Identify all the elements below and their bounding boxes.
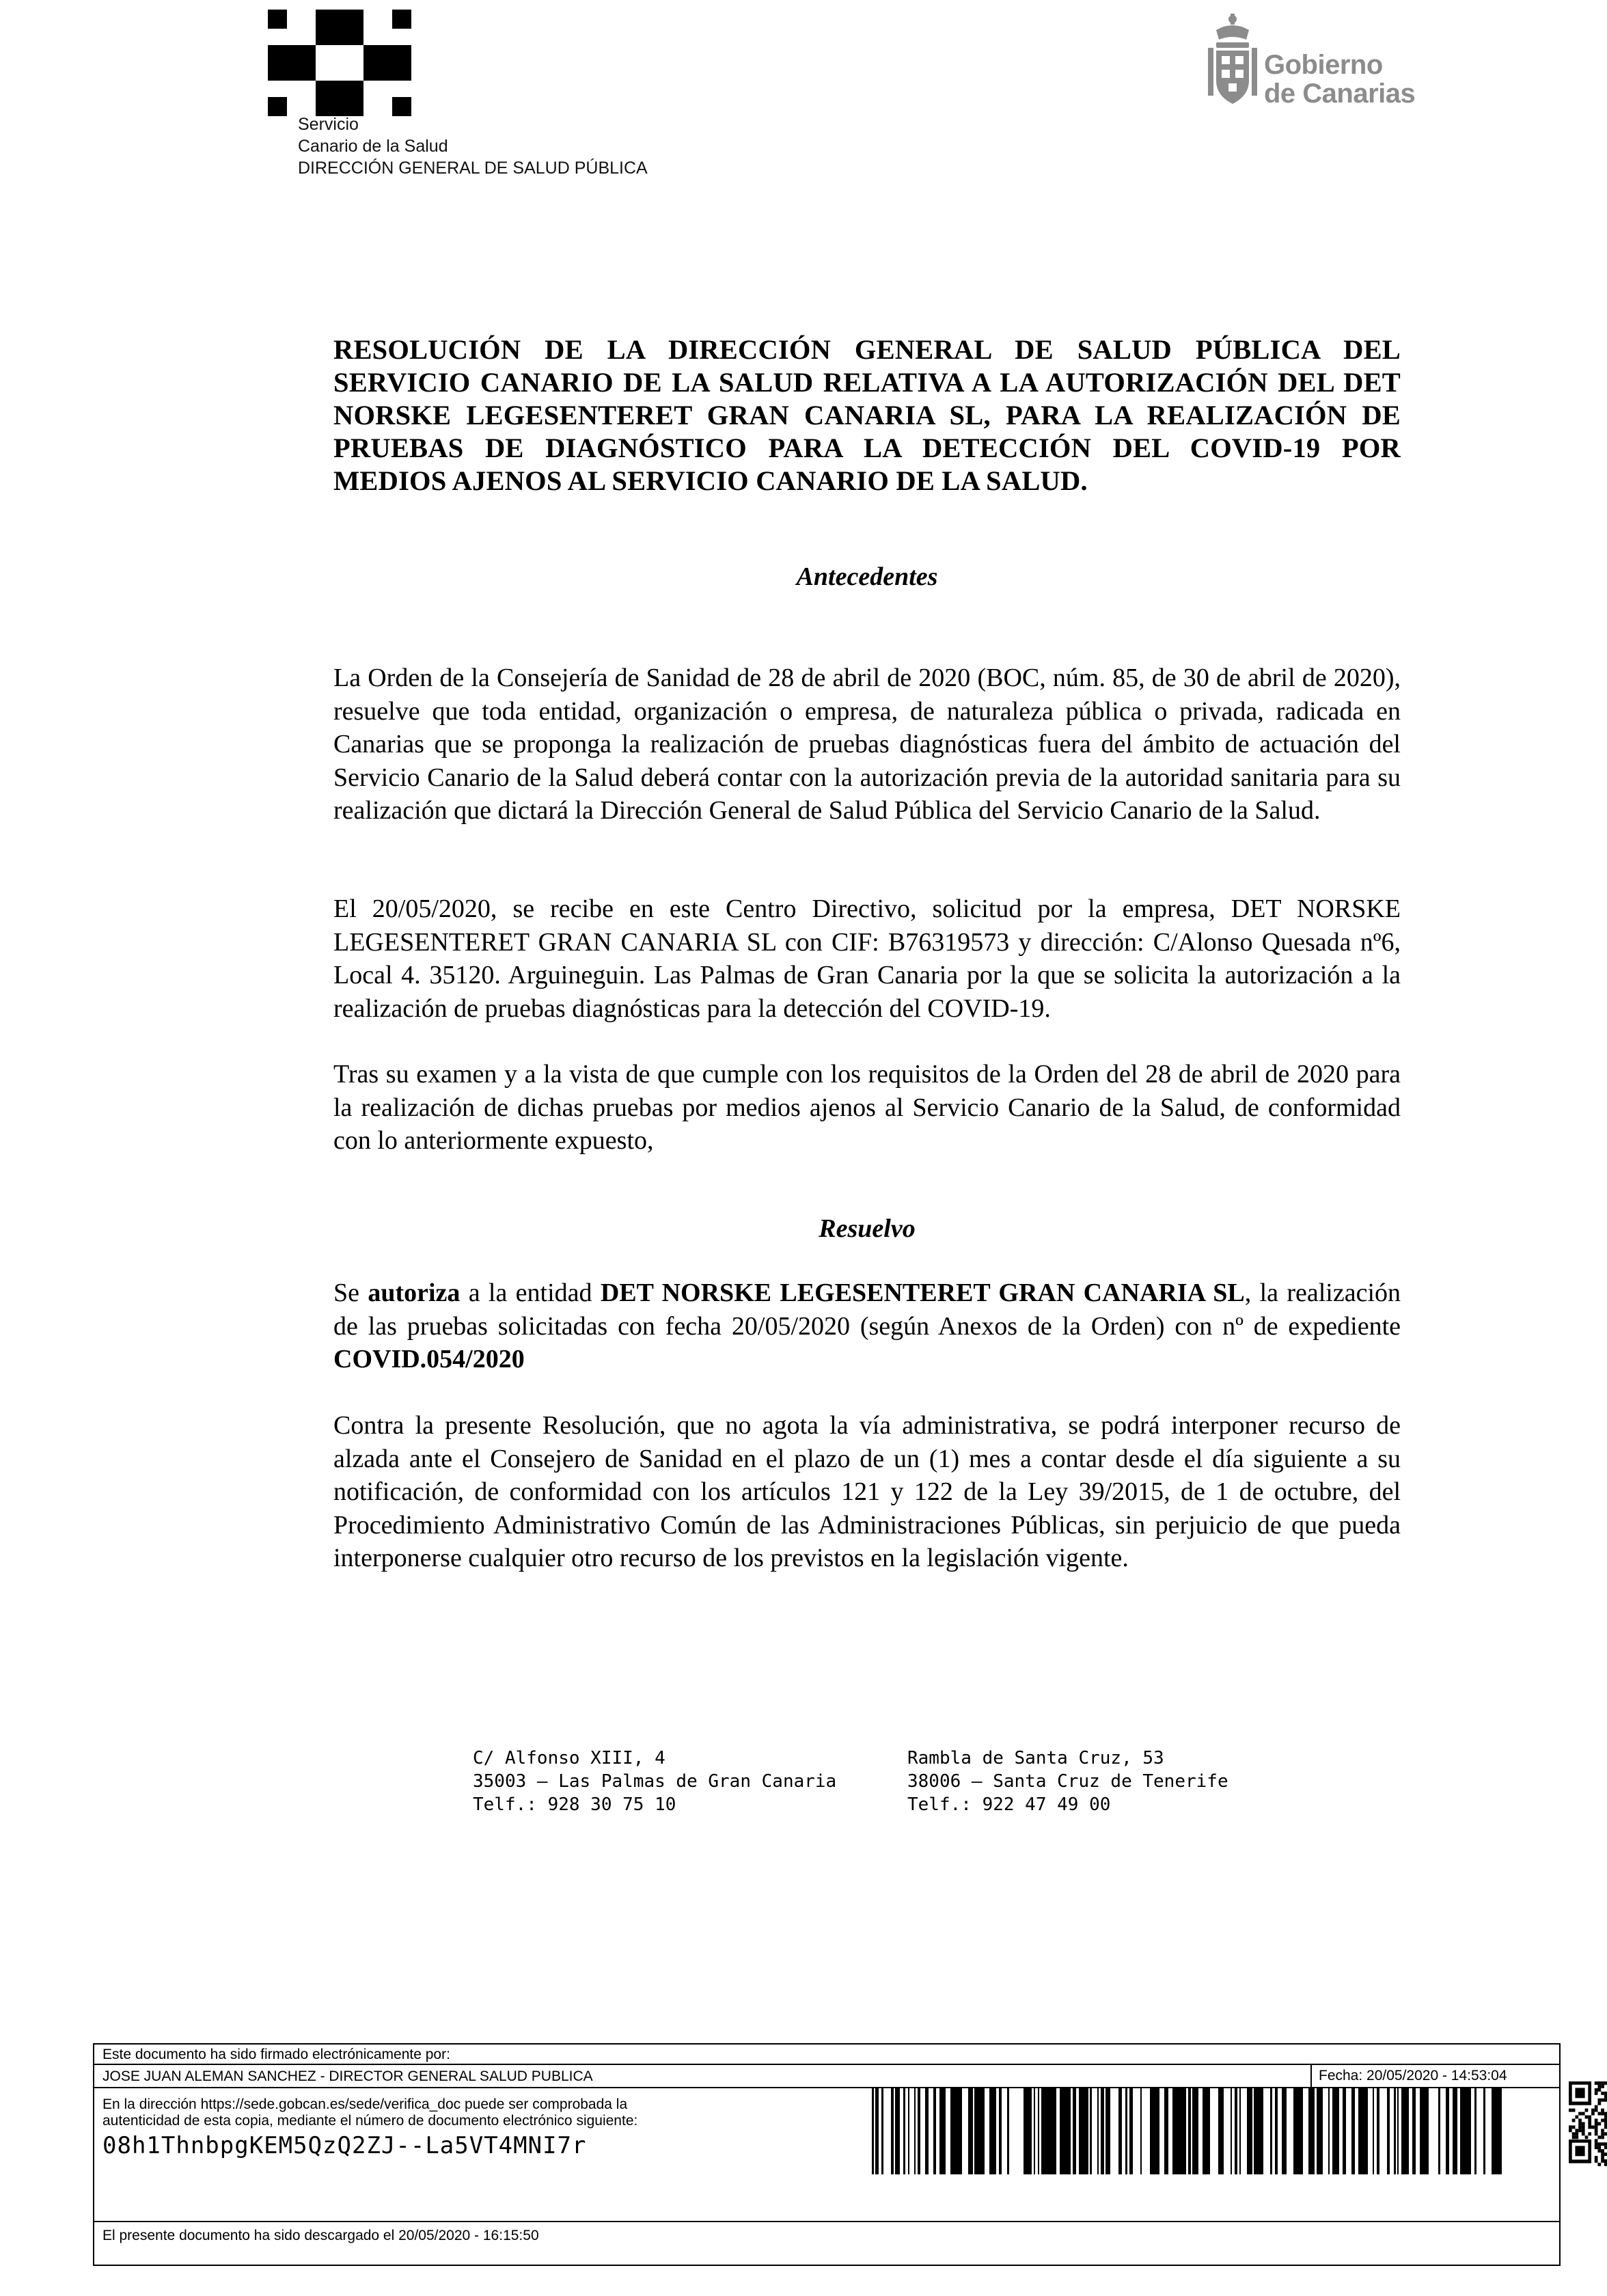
address-phone: Telf.: 928 30 75 10 (473, 1794, 676, 1815)
paragraph-resolution (333, 1276, 1401, 1376)
org-line-2: Canario de la Salud (298, 137, 448, 156)
address-las-palmas (473, 1747, 836, 1816)
verification-line-1: En la dirección https://sede.gobcan.es/sede/verifica_doc puede ser comprobada la (102, 2096, 628, 2112)
coat-of-arms-icon (1204, 12, 1261, 108)
gov-line-2: de Canarias (1264, 79, 1416, 109)
paragraph-antecedentes-2: El 20/05/2020, se recibe en este Centro Directivo, solicitud por la empresa, DET NORSKE LEGESENTERET GRAN CANARIA SL con CIF: B76319573 y dirección: C/Alonso Quesada nº6, Local 4. 35120. Arguineguin. Las Palmas de Gran Canaria por la que se solicita la autorización a la realización de pruebas diagnósticas para la detección del COVID-19. (333, 894, 1401, 1023)
qr-code-icon (1569, 2081, 1607, 2166)
scs-logo (268, 10, 411, 118)
address-tenerife (907, 1747, 1228, 1816)
download-notice: El presente documento ha sido descargado el 20/05/2020 - 16:15:50 (102, 2228, 539, 2243)
paragraph-antecedentes-1: La Orden de la Consejería de Sanidad de 28 de abril de 2020 (BOC, núm. 85, de 30 de abril de 2020), resuelve que toda entidad, organización o empresa, de naturaleza pública o privada, radicada en Canarias que se proponga la realización de pruebas diagnósticas fuera del ámbito de actuación del Servicio Canario de la Salud deberá contar con la autorización previa de la autoridad sanitaria para su realización que dictará la Dirección General de Salud Pública del Servicio Canario de la Salud. (333, 664, 1401, 825)
resolution-text-2: a la entidad (460, 1279, 601, 1307)
address-line: Rambla de Santa Cruz, 53 (907, 1748, 1164, 1768)
signer-row (94, 2065, 1559, 2088)
entity-name: DET NORSKE LEGESENTERET GRAN CANARIA SL (600, 1279, 1245, 1307)
resolution-title: RESOLUCIÓN DE LA DIRECCIÓN GENERAL DE SALUD PÚBLICA DEL SERVICIO CANARIO DE LA SALUD RELATIVA A LA AUTORIZACIÓN DEL DET NORSKE LEGESENTERET GRAN CANARIA SL, PARA LA REALIZACIÓN DE PRUEBAS DE DIAGNÓSTICO PARA LA DETECCIÓN DEL COVID-19 POR MEDIOS AJENOS AL SERVICIO CANARIO DE LA SALUD. (333, 334, 1401, 496)
signature-date: Fecha: 20/05/2020 - 14:53:04 (1310, 2065, 1559, 2087)
org-line-3: DIRECCIÓN GENERAL DE SALUD PÚBLICA (298, 159, 648, 178)
document-code: 08h1ThnbpgKEM5QzQ2ZJ--La5VT4MNI7r (102, 2132, 587, 2159)
gov-line-1: Gobierno (1264, 50, 1383, 80)
signed-by-row (94, 2045, 1559, 2065)
paragraph-antecedentes-3: Tras su examen y a la vista de que cumple con los requisitos de la Orden del 28 de abril de 2020 para la realización de dichas pruebas por medios ajenos al Servicio Canario de la Salud, de conformidad con lo anteriormente expuesto, (333, 1060, 1401, 1155)
verification-line-2: autenticidad de esta copia, mediante el número de documento electrónico siguiente: (102, 2113, 638, 2129)
resolution-text-1: Se (333, 1279, 368, 1307)
heading-antecedentes: Antecedentes (796, 562, 938, 591)
resolution-verb: autoriza (368, 1279, 461, 1307)
file-number: COVID.054/2020 (333, 1345, 525, 1374)
heading-resuelvo: Resuelvo (819, 1214, 916, 1243)
electronic-signature-box (93, 2043, 1561, 2266)
resolution-text-3: , la realización de las pruebas solicitadas con fecha 20/05/2020 (según Anexos de la Orden) con nº de expediente (333, 1279, 1401, 1341)
address-line: 38006 – Santa Cruz de Tenerife (907, 1771, 1228, 1792)
verification-text (102, 2096, 786, 2129)
address-line: C/ Alfonso XIII, 4 (473, 1748, 665, 1768)
gobierno-canarias-logo (1204, 12, 1423, 108)
signed-by-label: Este documento ha sido firmado electrónicamente por: (102, 2047, 450, 2062)
barcode-icon (872, 2087, 1506, 2174)
address-line: 35003 – Las Palmas de Gran Canaria (473, 1771, 837, 1792)
address-phone: Telf.: 922 47 49 00 (907, 1794, 1111, 1815)
signer-name: JOSE JUAN ALEMAN SANCHEZ - DIRECTOR GENERAL SALUD PUBLICA (102, 2068, 593, 2084)
org-line-1: Servicio (298, 115, 359, 134)
paragraph-appeal: Contra la presente Resolución, que no agota la vía administrativa, se podrá interponer recurso de alzada ante el Consejero de Sanidad en el plazo de un (1) mes a contar desde el día siguiente a su notificación, de conformidad con los artículos 121 y 122 de la Ley 39/2015, de 1 de octubre, del Procedimiento Administrativo Común de las Administraciones Públicas, sin perjuicio de que pueda interponerse cualquier otro recurso de los previstos en la legislación vigente. (333, 1411, 1401, 1572)
organization-name (298, 113, 648, 179)
